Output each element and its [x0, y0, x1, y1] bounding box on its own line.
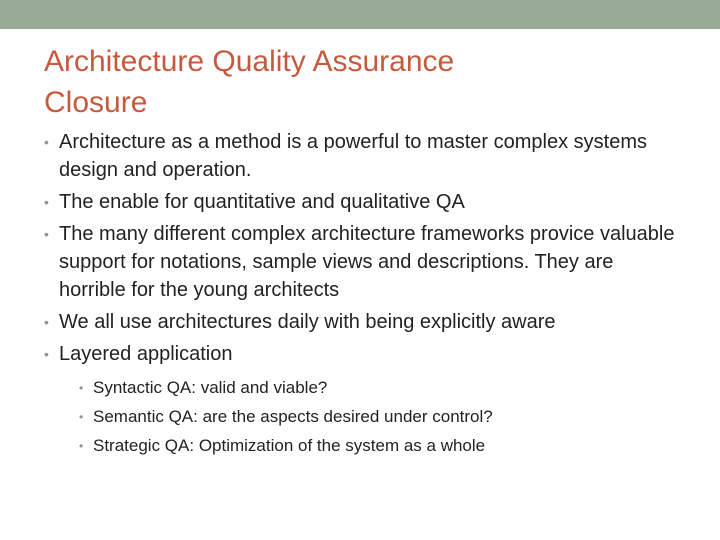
sub-bullet-item [79, 405, 684, 429]
bullet-icon: • [44, 194, 49, 210]
bullet-list [44, 128, 684, 463]
sub-bullet-item [79, 434, 684, 458]
slide-title [44, 41, 664, 123]
bullet-icon: • [44, 346, 49, 362]
sub-bullet-text: Strategic QA: Optimization of the system as a whole [93, 436, 486, 455]
sub-bullet-icon: • [79, 410, 84, 424]
top-accent-bar [0, 0, 720, 29]
sub-bullet-icon: • [79, 439, 84, 453]
sub-bullet-text: Semantic QA: are the aspects desired under control? [93, 407, 493, 426]
sub-bullet-icon: • [79, 381, 84, 395]
bullet-icon: • [44, 226, 49, 242]
sub-bullet-text: Syntactic QA: valid and viable? [93, 378, 328, 397]
bullet-item [44, 128, 684, 184]
bullet-text: The enable for quantitative and qualitative QA [59, 191, 465, 213]
bullet-text: Architecture as a method is a powerful to master complex systems design and operation. [59, 131, 648, 181]
bullet-item [44, 188, 684, 216]
sub-bullet-list [79, 376, 684, 458]
bullet-item [44, 220, 684, 304]
sub-bullet-item [79, 376, 684, 400]
bullet-item [44, 308, 684, 336]
bullet-text: The many different complex architecture frameworks provice valuable support for notations, sample views and descriptions. They are horrible for the young architects [59, 223, 675, 301]
bullet-icon: • [44, 314, 49, 330]
title-line-1: Architecture Quality Assurance [44, 45, 455, 78]
bullet-item [44, 340, 684, 458]
bullet-text: We all use architectures daily with being explicitly aware [59, 311, 556, 333]
bullet-icon: • [44, 134, 49, 150]
title-line-2: Closure [44, 86, 148, 119]
bullet-text: Layered application [59, 343, 233, 365]
